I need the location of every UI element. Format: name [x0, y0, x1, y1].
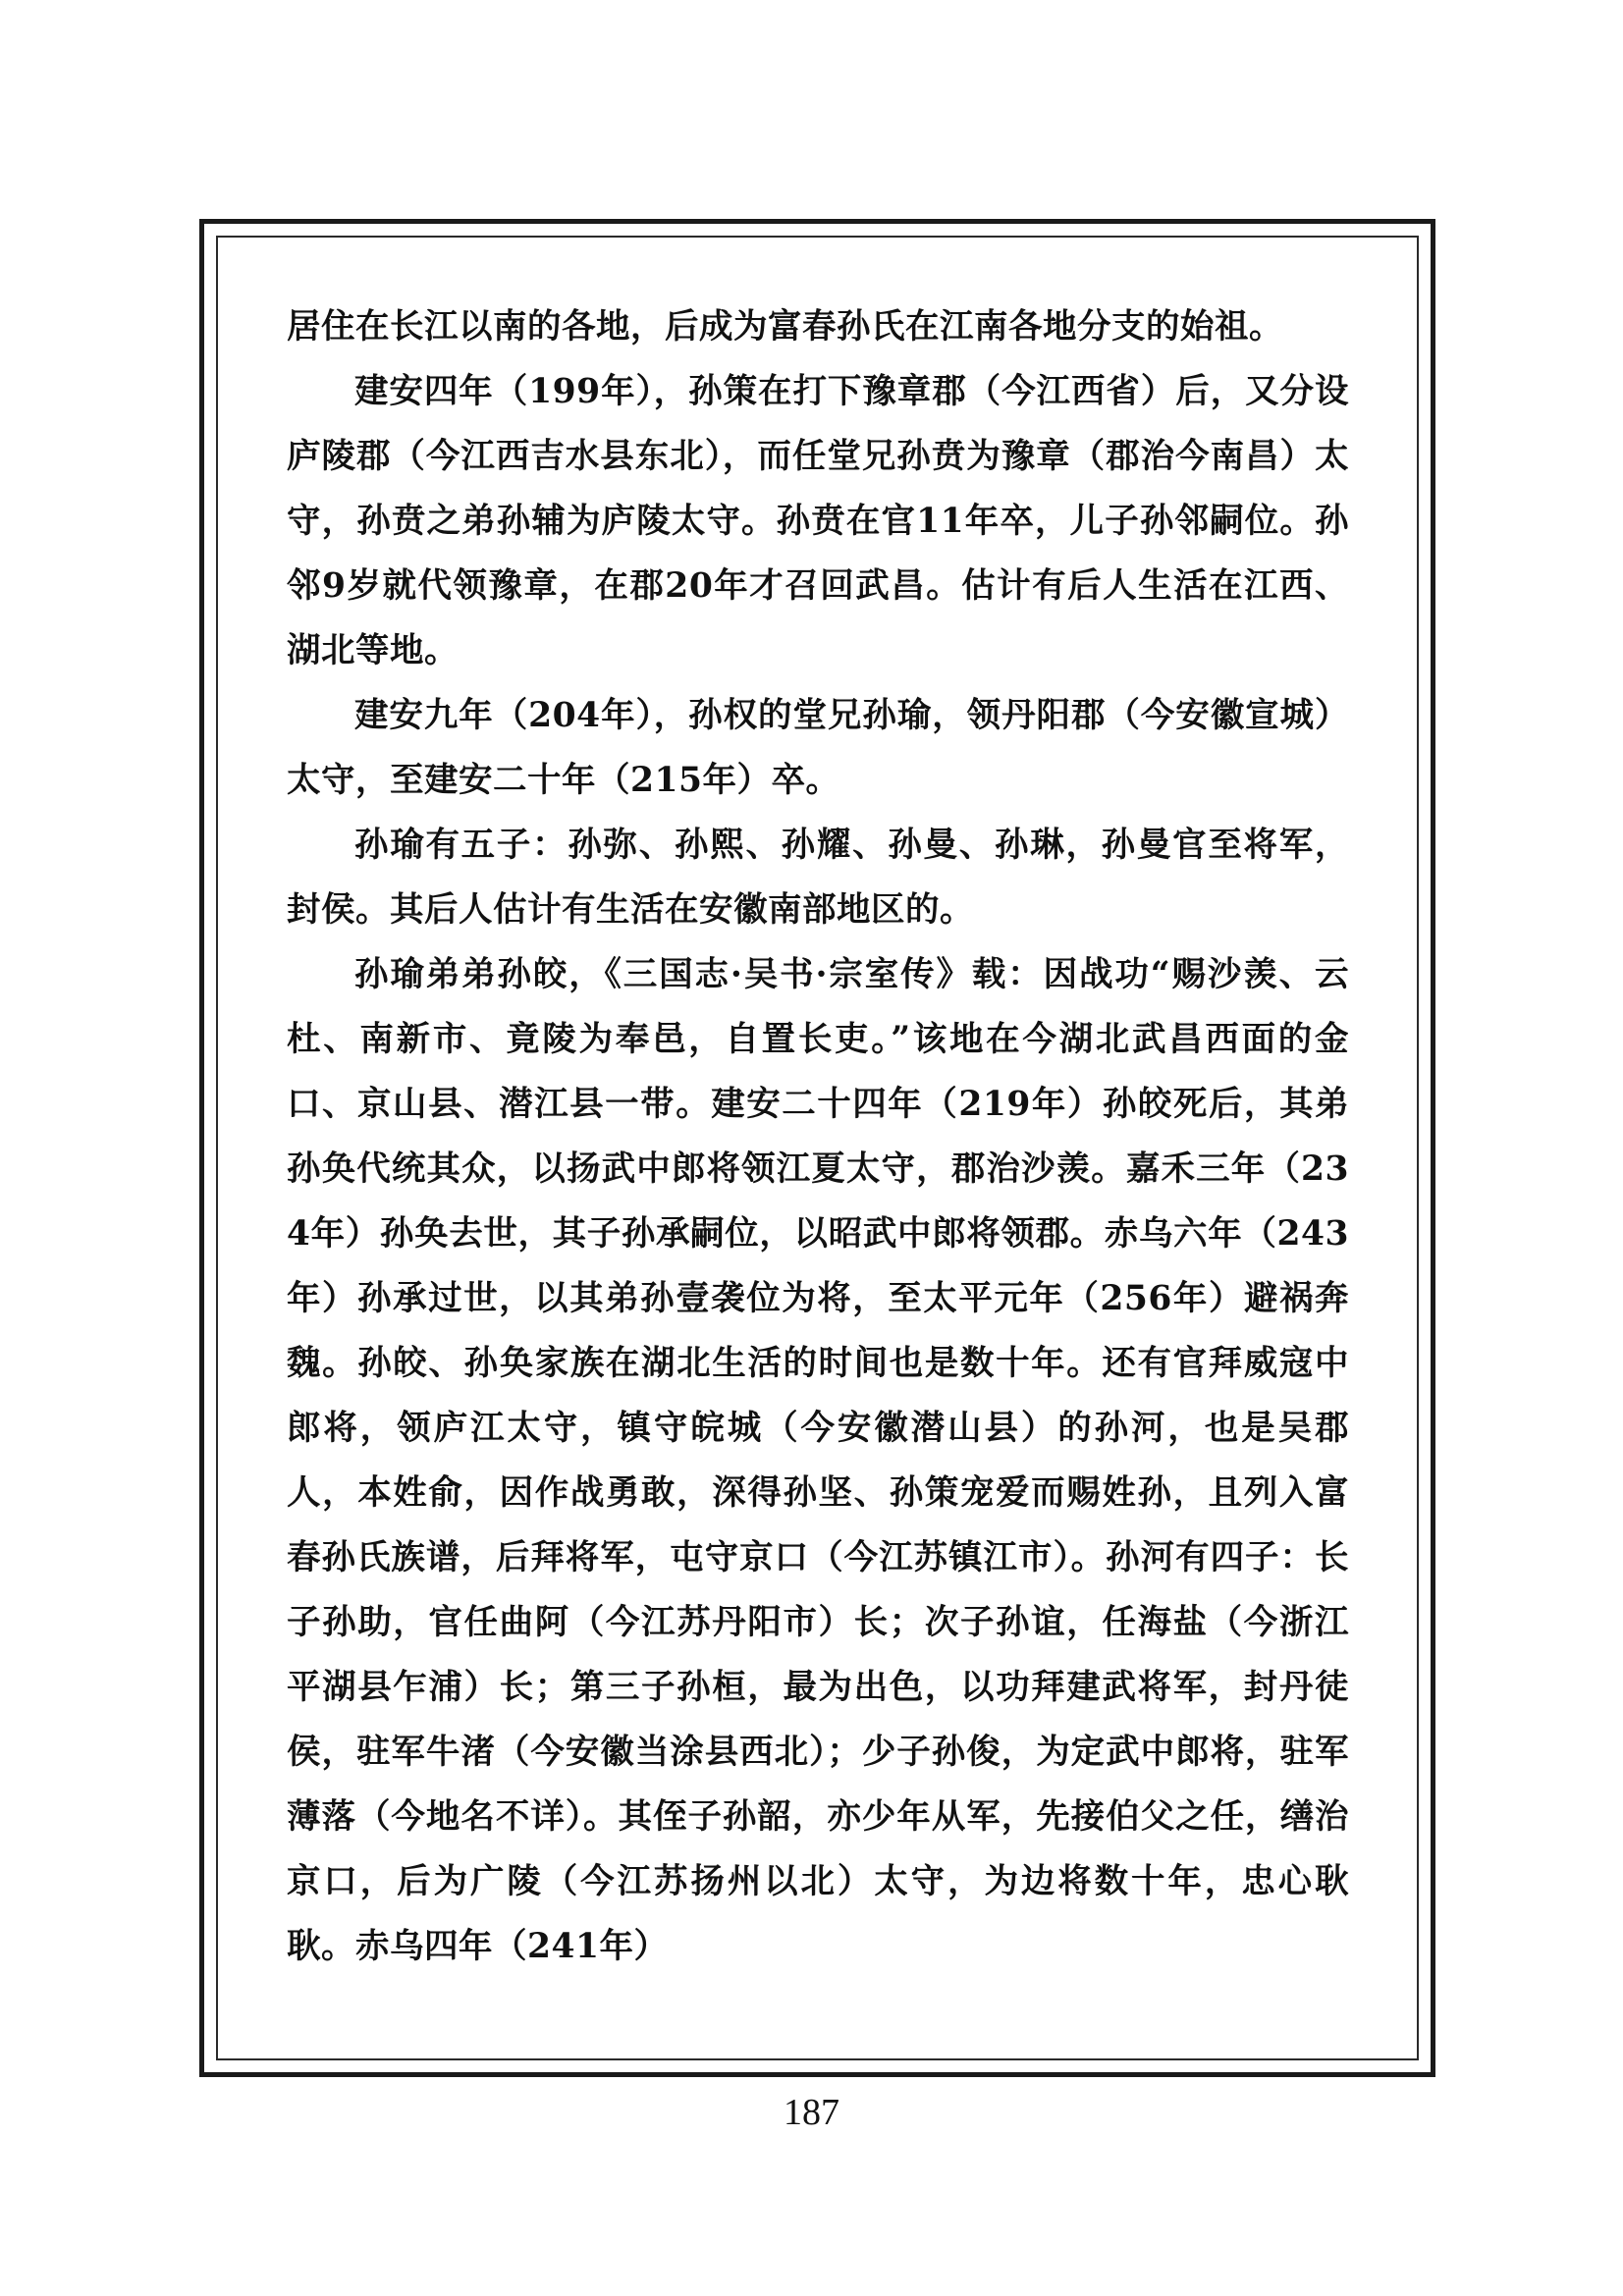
paragraph-3: 建安九年（204年），孙权的堂兄孙瑜，领丹阳郡（今安徽宣城）太守，至建安二十年（215年）卒。 [287, 696, 1349, 800]
paragraph-1: 居住在长江以南的各地，后成为富春孙氏在江南各地分支的始祖。 [287, 307, 1283, 347]
paragraph-4: 孙瑜有五子：孙弥、孙熙、孙耀、孙曼、孙琳，孙曼官至将军，封侯。其后人估计有生活在安徽南部地区的。 [287, 826, 1349, 930]
paragraph-5: 孙瑜弟弟孙皎，《三国志·吴书·宗室传》载：因战功“赐沙羡、云杜、南新市、竟陵为奉邑，自置长吏。”该地在今湖北武昌西面的金口、京山县、潜江县一带。建安二十四年（219年）孙皎死后，其弟孙奂代统其众，以扬武中郎将领江夏太守，郡治沙羡。嘉禾三年（234年）孙奂去世，其子孙承嗣位，以昭武中郎将领郡。赤乌六年（243年）孙承过世，以其弟孙壹袭位为将，至太平元年（256年）避祸奔魏。孙皎、孙奂家族在湖北生活的时间也是数十年。还有官拜威寇中郎将，领庐江太守，镇守皖城（今安徽潜山县）的孙河，也是吴郡人，本姓俞，因作战勇敢，深得孙坚、孙策宠爱而赐姓孙，且列入富春孙氏族谱，后拜将军，屯守京口（今江苏镇江市）。孙河有四子：长子孙助，官任曲阿（今江苏丹阳市）长；次子孙谊，任海盐（今浙江平湖县乍浦）长；第三子孙桓，最为出色，以功拜建武将军，封丹徒侯，驻军牛渚（今安徽当涂县西北）；少子孙俊，为定武中郎将，驻军薄落（今地名不详）。其侄子孙韶，亦少年从军，先接伯父之任，缮治京口，后为广陵（今江苏扬州以北）太守，为边将数十年，忠心耿耿。赤乌四年（241年） [287, 955, 1349, 1966]
page-body-text [287, 294, 1349, 2022]
page-number: 187 [784, 2092, 839, 2133]
paragraph-2: 建安四年（199年），孙策在打下豫章郡（今江西省）后，又分设庐陵郡（今江西吉水县东北），而任堂兄孙贲为豫章（郡治今南昌）太守，孙贲之弟孙辅为庐陵太守。孙贲在官11年卒，儿子孙邻嗣位。孙邻9岁就代领豫章，在郡20年才召回武昌。估计有后人生活在江西、湖北等地。 [287, 372, 1349, 670]
